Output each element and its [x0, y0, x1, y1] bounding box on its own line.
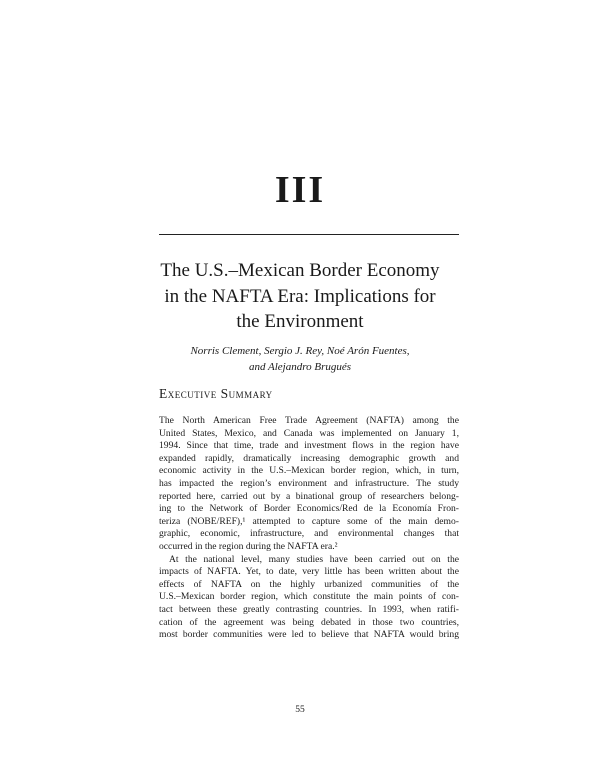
chapter-title [100, 258, 500, 335]
text-line: United States, Mexico, and Canada was implemented on January 1, [159, 427, 459, 439]
text-line: effects of NAFTA on the highly urbanized communities of the [159, 578, 459, 590]
section-heading: Executive Summary [159, 386, 273, 401]
text-line: has impacted the region’s environment and infrastructure. The study [159, 477, 459, 489]
paragraph-1 [159, 415, 459, 554]
text-line: 1994. Since that time, trade and investment flows in the region have [159, 440, 459, 452]
page-number: 55 [295, 705, 305, 715]
text-line: At the national level, many studies have been carried out on the [169, 553, 459, 565]
text-line: cation of the agreement was being debated in those two countries, [159, 616, 459, 628]
text-line: expanded rapidly, dramatically increasing demographic growth and [159, 452, 459, 464]
paragraph-2 [159, 554, 459, 642]
text-line: The North American Free Trade Agreement (NAFTA) among the [159, 415, 459, 426]
chapter-title-line: the Environment [236, 311, 364, 332]
text-line: teriza (NOBE/REF),¹ attempted to capture some of the main demo- [159, 515, 459, 527]
chapter-title-line: The U.S.–Mexican Border Economy [160, 260, 440, 281]
text-line: graphic, economic, infrastructure, and environmental changes that [159, 528, 459, 540]
text-line: ing to the Network of Border Economics/Red de la Economía Fron- [159, 503, 459, 515]
title-rule [159, 234, 459, 235]
text-line: most border communities were led to believe that NAFTA would bring [159, 629, 459, 641]
text-line: impacts of NAFTA. Yet, to date, very little has been written about the [159, 566, 459, 578]
chapter-title-line: in the NAFTA Era: Implications for [164, 285, 436, 307]
author-line: and Alejandro Brugués [248, 360, 352, 373]
author-list [100, 344, 500, 375]
chapter-number: III [274, 169, 326, 211]
body-text [159, 415, 459, 642]
text-line: occurred in the region during the NAFTA era.² [159, 540, 338, 552]
text-line: U.S.–Mexican border region, which constitute the main points of con- [159, 591, 459, 603]
author-line: Norris Clement, Sergio J. Rey, Noé Arón Fuentes, [190, 345, 410, 357]
text-line: economic activity in the U.S.–Mexican border region, which, in turn, [159, 465, 459, 477]
text-line: reported here, carried out by a binational group of researchers belong- [159, 490, 459, 502]
text-line: tact between these greatly contrasting countries. In 1993, when ratifi- [159, 603, 459, 615]
